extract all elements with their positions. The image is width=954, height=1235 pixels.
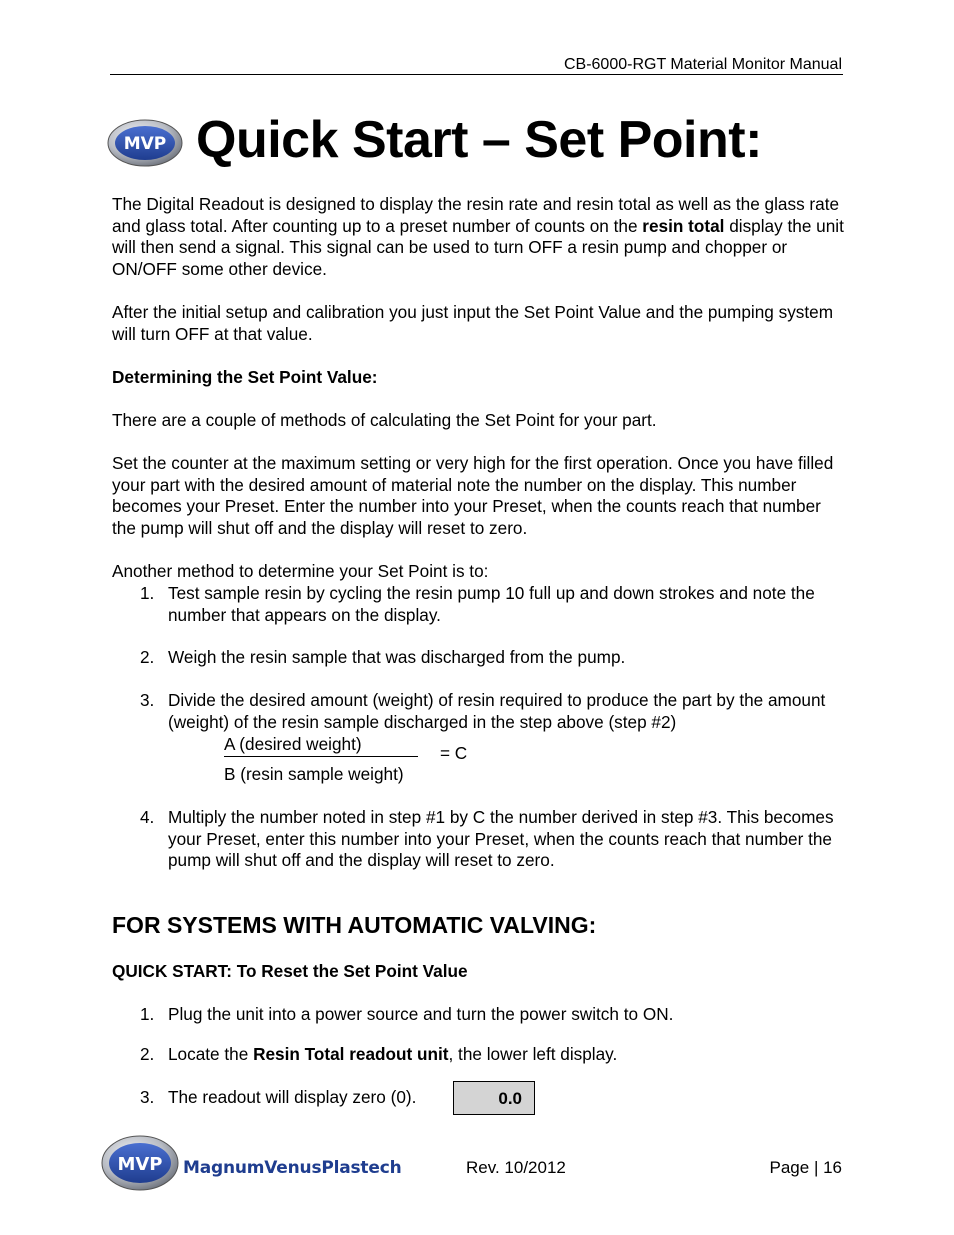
list-number: 3. xyxy=(140,690,155,710)
readout-display: 0.0 xyxy=(453,1081,535,1115)
list-text: Divide the desired amount (weight) of resin required to produce the part by the amount (weight) of the resin sample discharged in the step above (step #2) xyxy=(168,690,826,732)
list-text: Locate the Resin Total readout unit, the lower left display. xyxy=(168,1044,618,1064)
list-number: 3. xyxy=(140,1087,155,1107)
page-title: Quick Start – Set Point: xyxy=(196,111,762,169)
intro-paragraph-2: After the initial setup and calibration you just input the Set Point Value and the pumping system will turn OFF at that value. xyxy=(112,302,834,344)
list-number: 4. xyxy=(140,807,155,827)
mvp-logo-icon xyxy=(106,118,184,168)
logo-text: MVP xyxy=(123,134,167,154)
footer-logo-text: MVP xyxy=(117,1154,163,1175)
footer-brand: MagnumVenusPlastech xyxy=(183,1158,402,1178)
manual-title: CB-6000-RGT Material Monitor Manual xyxy=(563,56,842,73)
list-text: Multiply the number noted in step #1 by C the number derived in step #3. This becomes your Preset, enter this number into your Preset, when the counts reach that number the pump will shut off and the display will reset to zero. xyxy=(168,807,834,871)
determining-paragraph-1: There are a couple of methods of calculating the Set Point for your part. xyxy=(112,410,657,430)
list-number: 1. xyxy=(140,1004,155,1024)
list-text: Weigh the resin sample that was discharged from the pump. xyxy=(168,647,626,667)
list-number: 2. xyxy=(140,1044,155,1064)
list-number: 2. xyxy=(140,647,155,667)
determining-heading: Determining the Set Point Value: xyxy=(112,367,378,387)
formula-numerator: A (desired weight) xyxy=(224,734,362,754)
footer-mvp-logo-icon xyxy=(100,1133,180,1193)
formula-divider xyxy=(224,756,418,757)
list-text: Test sample resin by cycling the resin pump 10 full up and down strokes and note the number that appears on the display. xyxy=(168,583,815,625)
header-rule xyxy=(110,74,843,75)
formula-denominator: B (resin sample weight) xyxy=(224,764,404,784)
intro-paragraph-1: The Digital Readout is designed to display the resin rate and resin total as well as the glass rate and glass total. After counting up to a preset number of counts on the resin total display the unit will then send a signal. This signal can be used to turn OFF a resin pump and chopper or ON/OFF some other device. xyxy=(112,194,844,279)
section-heading: FOR SYSTEMS WITH AUTOMATIC VALVING: xyxy=(112,912,597,938)
footer-page-number: Page | 16 xyxy=(769,1158,842,1177)
section-subheading: QUICK START: To Reset the Set Point Value xyxy=(112,961,468,981)
footer-revision: Rev. 10/2012 xyxy=(466,1158,566,1177)
list-text: The readout will display zero (0). xyxy=(168,1087,417,1107)
list-number: 1. xyxy=(140,583,155,603)
determining-paragraph-2: Set the counter at the maximum setting or very high for the first operation. Once you have filled your part with the desired amount of material note the number on the display. This number becomes your Preset. Enter the number into your Preset, when the counts reach that number the pump will shut off and the display will reset to zero. xyxy=(112,453,834,538)
determining-paragraph-3: Another method to determine your Set Point is to: xyxy=(112,561,489,581)
list-text: Plug the unit into a power source and turn the power switch to ON. xyxy=(168,1004,674,1024)
formula-result: = C xyxy=(440,743,468,763)
